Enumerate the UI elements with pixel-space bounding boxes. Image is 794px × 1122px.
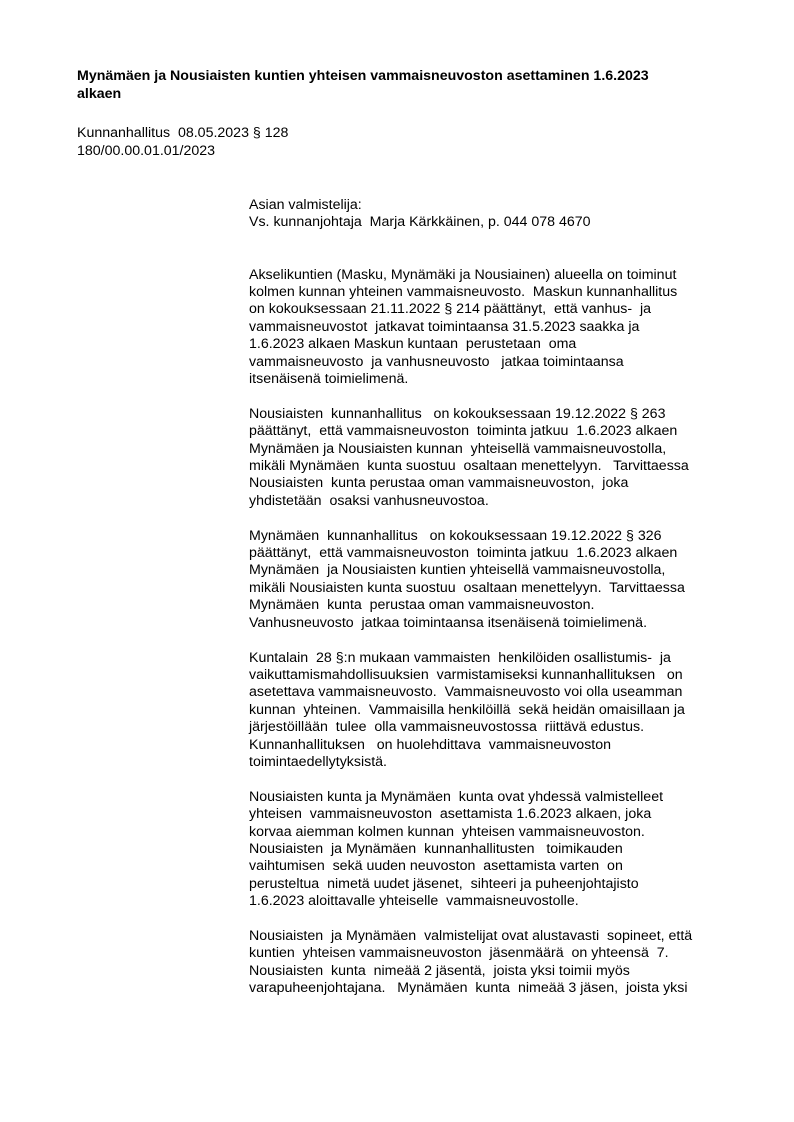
text-line: Nousiaisten kunta nimeää 2 jäsentä, joista yksi toimii myös: [249, 962, 630, 979]
title-line: alkaen: [77, 86, 122, 102]
text-line: vaikuttamismahdollisuuksien varmistamiseksi kunnanhallituksen on: [249, 666, 683, 683]
document-body: [249, 197, 749, 1015]
meeting-reference: [77, 124, 288, 160]
title-line: Mynämäen ja Nousiaisten kuntien yhteisen vammaisneuvoston asettaminen 1.6.2023: [77, 68, 649, 84]
text-line: Mynämäen ja Nousiaisten kuntien yhteisellä vammaisneuvostolla,: [249, 562, 666, 579]
text-line: Vanhusneuvosto jatkaa toimintaansa itsenäisenä toimielimenä.: [249, 614, 648, 631]
text-line: asetettava vammaisneuvosto. Vammaisneuvosto voi olla useamman: [249, 684, 683, 701]
text-line: korvaa aiemman kolmen kunnan yhteisen vammaisneuvoston.: [249, 823, 645, 840]
body-paragraph: [249, 789, 749, 911]
text-line: Mynämäen kunnanhallitus on kokouksessaan 19.12.2022 § 326: [249, 527, 662, 544]
text-line: mikäli Nousiaisten kunta suostuu osaltaan menettelyyn. Tarvittaessa: [249, 579, 685, 596]
text-line: Nousiaisten kunta perustaa oman vammaisneuvoston, joka: [249, 475, 629, 492]
record-id: 180/00.00.01.01/2023: [77, 143, 216, 159]
text-line: vammaisneuvosto ja vanhusneuvosto jatkaa toimintaansa: [249, 353, 624, 370]
text-line: 1.6.2023 alkaen Maskun kuntaan perustetaan oma: [249, 336, 577, 353]
preparer-paragraph: [249, 197, 749, 232]
text-line: itsenäisenä toimielimenä.: [249, 371, 409, 388]
text-line: Kunnanhallituksen on huolehdittava vammaisneuvoston: [249, 736, 612, 753]
text-line: varapuheenjohtajana. Mynämäen kunta nimeää 3 jäsen, joista yksi: [249, 980, 688, 997]
text-line: mikäli Mynämäen kunta suostuu osaltaan menettelyyn. Tarvittaessa: [249, 458, 689, 475]
text-line: yhdistetään osaksi vanhusneuvostoa.: [249, 492, 489, 509]
text-line: Nousiaisten kunnanhallitus on kokouksessaan 19.12.2022 § 263: [249, 405, 666, 422]
body-paragraph: [249, 406, 749, 510]
text-line: Vs. kunnanjohtaja Marja Kärkkäinen, p. 044 078 4670: [249, 214, 591, 231]
text-line: järjestöillään tulee olla vammaisneuvostossa riittävä edustus.: [249, 719, 645, 736]
text-line: on kokouksessaan 21.11.2022 § 214 päättänyt, että vanhus- ja: [249, 301, 652, 318]
text-line: Akselikuntien (Masku, Mynämäki ja Nousiainen) alueella on toiminut: [249, 266, 677, 283]
text-line: päättänyt, että vammaisneuvoston toiminta jatkuu 1.6.2023 alkaen: [249, 545, 678, 562]
text-line: kuntien yhteisen vammaisneuvoston jäsenmäärä on yhteensä 7.: [249, 945, 669, 962]
text-line: vaihtumisen sekä uuden neuvoston asettamista varten on: [249, 858, 623, 875]
body-paragraph: [249, 928, 749, 998]
text-line: Kuntalain 28 §:n mukaan vammaisten henkilöiden osallistumis- ja: [249, 649, 671, 666]
document-title: [77, 67, 767, 103]
body-paragraph: [249, 267, 749, 389]
text-line: Nousiaisten ja Mynämäen valmistelijat ovat alustavasti sopineet, että: [249, 927, 693, 944]
text-line: kolmen kunnan yhteinen vammaisneuvosto. Maskun kunnanhallitus: [249, 284, 678, 301]
text-line: Asian valmistelija:: [249, 197, 362, 213]
text-line: päättänyt, että vammaisneuvoston toiminta jatkuu 1.6.2023 alkaen: [249, 423, 678, 440]
meeting-info: Kunnanhallitus 08.05.2023 § 128: [77, 125, 289, 141]
text-line: Mynämäen ja Nousiaisten kunnan yhteisellä vammaisneuvostolla,: [249, 440, 667, 457]
text-line: Nousiaisten kunta ja Mynämäen kunta ovat yhdessä valmistelleet: [249, 788, 664, 805]
text-line: Mynämäen kunta perustaa oman vammaisneuvoston.: [249, 597, 595, 614]
text-line: yhteisen vammaisneuvoston asettamista 1.6.2023 alkaen, joka: [249, 806, 652, 823]
text-line: 1.6.2023 aloittavalle yhteiselle vammaisneuvostolle.: [249, 893, 579, 910]
body-paragraph: [249, 650, 749, 772]
body-paragraph: [249, 528, 749, 632]
text-line: vammaisneuvostot jatkavat toimintaansa 31.5.2023 saakka ja: [249, 318, 640, 335]
text-line: Nousiaisten ja Mynämäen kunnanhallitusten toimikauden: [249, 840, 623, 857]
text-line: toimintaedellytyksistä.: [249, 753, 387, 770]
text-line: perusteltua nimetä uudet jäsenet, sihteeri ja puheenjohtajisto: [249, 875, 639, 892]
text-line: kunnan yhteinen. Vammaisilla henkilöillä sekä heidän omaisillaan ja: [249, 701, 685, 718]
